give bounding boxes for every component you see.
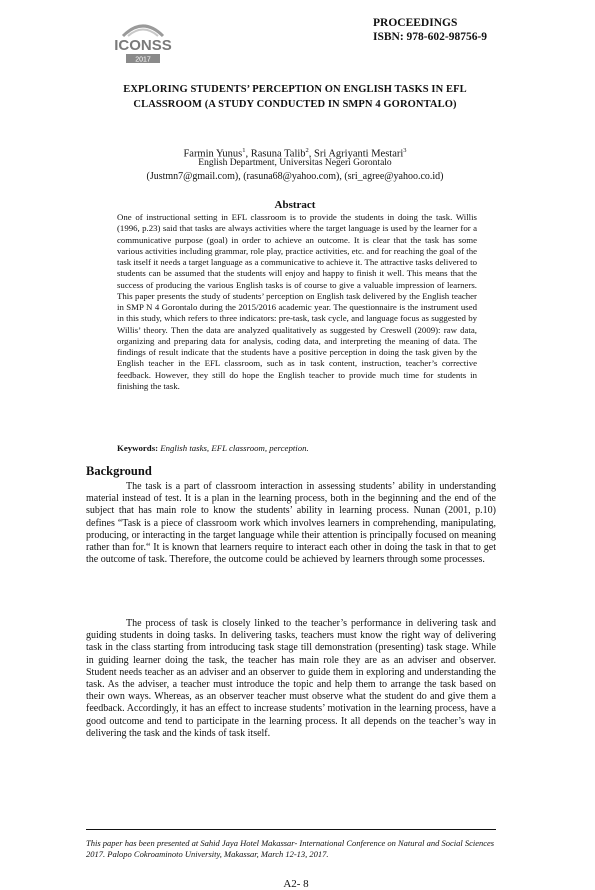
author-1-sup: 1 — [242, 147, 246, 154]
proceedings-header — [279, 16, 499, 44]
author-emails: (Justmn7@gmail.com), (rasuna68@yahoo.com), (sri_agree@yahoo.co.id) — [146, 171, 444, 182]
logo-text: ICONSS — [114, 37, 172, 54]
author-3-sup: 3 — [403, 147, 407, 154]
keywords-label: Keywords: — [117, 443, 159, 453]
proceedings-label: PROCEEDINGS — [373, 17, 458, 29]
author-2: , Rasuna Talib — [245, 148, 306, 160]
title-line-2: CLASSROOM (A STUDY CONDUCTED IN SMPN 4 GORONTALO) — [133, 99, 457, 110]
title-line-1: EXPLORING STUDENTS’ PERCEPTION ON ENGLISH TASKS IN EFL — [123, 84, 467, 95]
author-3: , Sri Agriyanti Mestari — [308, 148, 404, 160]
iconss-logo — [88, 14, 198, 66]
background-paragraph-2 — [86, 618, 496, 740]
affiliation: English Department, Universitas Negeri Gorontalo — [198, 158, 392, 168]
abstract-heading: Abstract — [274, 199, 316, 211]
footer-note: This paper has been presented at Sahid Jaya Hotel Makassar- International Conference on Natural and Social Sciences 2017. Palopo Cokroaminoto University, Makassar, March 12-13, 2017. — [86, 838, 495, 859]
page-number: A2- 8 — [283, 878, 309, 890]
author-2-sup: 2 — [305, 147, 309, 154]
abstract-text: One of instructional setting in EFL classroom is to provide the students in doing the task. Willis (1996, p.23) said that tasks are always activities where the target language is used by the learner for a communicative purpose (goal) in order to achieve an outcome. It is clear that the task has some various activities including grammar, role play, practice activities, etc. and for reaching the goal of the task itself it needs a target language as a communicative to achieve it. The attractive tasks delivered to students can be assumed that the students will enjoy and happy to finish it well. This means that the success of producing the various English tasks is of course to give a valuable impression of learners. This paper presents the study of students’ perception on English task delivered by the English teacher in SMP N 4 Gorontalo during the 2015/2016 academic year. The questionnaire is the instrument used in this study, which refers to three indicators: pre-task, task cycle, and language focus as suggested by Willis’ theory. Then the data are analyzed qualitatively as suggested by Creswell (2009): raw data, organizing and preparing data for analysis, coding data, and interpreting the meaning of data. The findings of result indicate that the students have a positive perception in doing the task given by the English teacher in the EFL classroom, such as in task content, instruction, teacher’s corrective feedback. However, they still do hope the English teacher to provide much time for students in finishing the task. — [117, 212, 477, 391]
footer-divider — [86, 829, 496, 830]
logo-year: 2017 — [135, 56, 151, 64]
paper-title — [60, 82, 530, 112]
paragraph-1-text: The task is a part of classroom interaction in assessing students’ ability in understanding material instead of test. It is a plan in the learning process, both in the beginning and the end of the subject that has main role to know the students’ ability in learning process. Nunan (2001, p.10) defines “Task is a piece of classroom work which involves learners in comprehending, manipulating, producing, or interacting in the target language while their attention is principally focused on meaning rather than for.“ It is known that learners require to interact each other in doing the task in that to get the outcome of task. Therefore, the outcome could be achieved by learners through some processes. — [86, 481, 496, 566]
isbn-label: ISBN: 978-602-98756-9 — [373, 31, 488, 43]
keywords — [117, 443, 477, 454]
paragraph-2-text: The process of task is closely linked to the teacher’s performance in delivering task and guiding students in doing tasks. In delivering tasks, teachers must know the right way of delivering task in the class starting from introducing task stage till demonstration (presenting) task stage. While in guiding learner doing the task, the teacher has main role they are as an adviser and observer. Student needs teacher as an adviser and an observer to guide them in exploring and understanding the task. As the adviser, a teacher must introduce the topic and help them to arrange the task based on their own ways. Whereas, as an observer teacher must observe what the student do and give them a feedback. Accordingly, it has an effect to increase students’ motivation in the learning process, have a good outcome and tend to participate in the learning process. It all depends on the teacher’s way in delivering the task and the kinds of task itself. — [86, 618, 496, 739]
keywords-value: English tasks, EFL classroom, perception. — [160, 443, 309, 453]
background-heading: Background — [86, 464, 152, 478]
background-paragraph-1 — [86, 481, 496, 566]
author-1: Farmin Yunus — [183, 148, 243, 160]
